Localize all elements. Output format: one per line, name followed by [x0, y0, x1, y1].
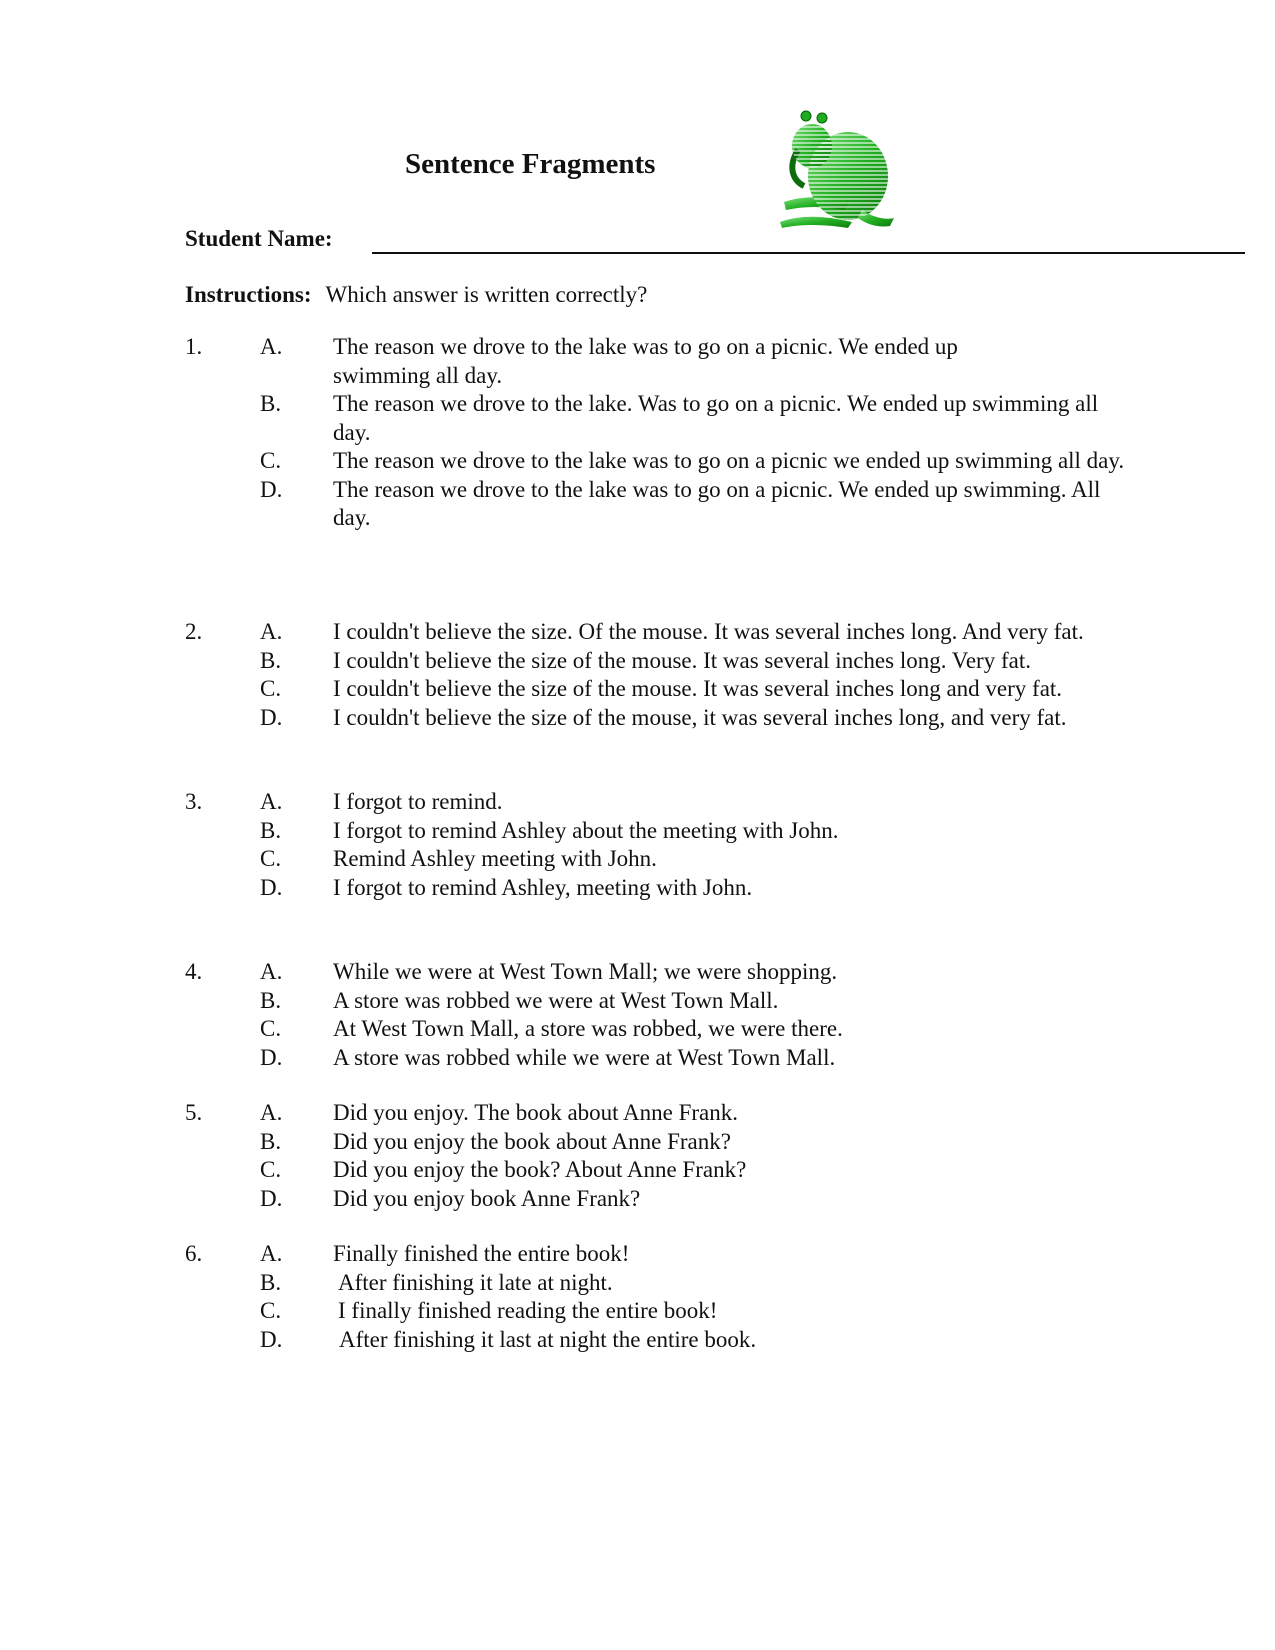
option-text: The reason we drove to the lake. Was to go on a picnic. We ended up swimming all day. [333, 391, 1099, 445]
answer-option[interactable] [260, 1326, 1185, 1355]
option-letter: D. [260, 1185, 283, 1211]
question-5 [185, 1099, 1185, 1213]
question-number: 1. [185, 334, 203, 359]
student-name-field[interactable] [372, 252, 1245, 254]
instructions-text: Which answer is written correctly? [325, 282, 648, 307]
option-letter: C. [260, 846, 282, 871]
option-letter: B. [260, 391, 282, 416]
option-letter: B. [260, 817, 282, 843]
answer-option[interactable] [260, 845, 1185, 874]
option-letter: A. [260, 619, 283, 644]
option-text: Did you enjoy the book about Anne Frank? [333, 1128, 731, 1154]
question-number: 3. [185, 789, 203, 814]
option-letter: B. [260, 647, 282, 673]
answer-option[interactable] [260, 704, 1185, 733]
answer-option[interactable] [260, 647, 1185, 676]
option-letter: D. [260, 1044, 283, 1070]
option-text: After finishing it last at night the entire book. [339, 1326, 757, 1352]
page-title: Sentence Fragments [405, 148, 656, 180]
option-text: The reason we drove to the lake was to go on a picnic we ended up swimming all day. [333, 448, 1125, 473]
option-letter: C. [260, 676, 282, 701]
question-1 [185, 333, 1185, 533]
option-text: After finishing it late at night. [338, 1269, 613, 1295]
question-2 [185, 618, 1185, 732]
answer-option[interactable] [260, 1044, 1185, 1073]
option-letter: B. [260, 987, 282, 1013]
option-text: While we were at West Town Mall; we were shopping. [333, 959, 838, 984]
option-text: I finally finished reading the entire book! [338, 1298, 718, 1323]
option-text: The reason we drove to the lake was to go on a picnic. We ended up swimming. All day. [333, 476, 1101, 530]
option-letter: C. [260, 448, 282, 473]
option-text: I couldn't believe the size of the mouse, it was several inches long, and very fat. [333, 704, 1067, 730]
option-letter: B. [260, 1269, 282, 1295]
answer-option[interactable] [260, 1240, 1185, 1269]
answer-option[interactable] [260, 476, 1185, 533]
question-number: 5. [185, 1100, 203, 1125]
option-letter: A. [260, 959, 283, 984]
answer-option[interactable] [260, 788, 1185, 817]
option-letter: C. [260, 1157, 282, 1182]
answer-option[interactable] [260, 675, 1185, 704]
answer-option[interactable] [260, 390, 1185, 447]
option-letter: D. [260, 704, 283, 730]
answer-option[interactable] [260, 1015, 1185, 1044]
question-number: 6. [185, 1241, 203, 1266]
option-text: I forgot to remind. [333, 789, 503, 814]
option-letter: A. [260, 334, 283, 359]
option-text: A store was robbed we were at West Town Mall. [333, 987, 779, 1013]
answer-option[interactable] [260, 447, 1185, 476]
option-letter: D. [260, 874, 283, 900]
option-text: Did you enjoy book Anne Frank? [333, 1185, 641, 1211]
question-4 [185, 958, 1185, 1072]
answer-option[interactable] [260, 1269, 1185, 1298]
answer-option[interactable] [260, 1128, 1185, 1157]
option-text: I couldn't believe the size. Of the mouse. It was several inches long. And very fat. [333, 619, 1084, 644]
option-letter: C. [260, 1016, 282, 1041]
option-text: I forgot to remind Ashley, meeting with John. [333, 874, 753, 900]
answer-option[interactable] [260, 333, 1180, 390]
question-6 [185, 1240, 1185, 1354]
instructions-label: Instructions: [185, 282, 312, 307]
option-text: A store was robbed while we were at West Town Mall. [333, 1044, 836, 1070]
option-text: The reason we drove to the lake was to go on a picnic. We ended up swimming all day. [333, 334, 958, 388]
answer-option[interactable] [260, 958, 1185, 987]
question-number: 4. [185, 959, 203, 984]
option-letter: D. [260, 1326, 283, 1352]
answer-option[interactable] [260, 1156, 1185, 1185]
option-text: Remind Ashley meeting with John. [333, 846, 657, 871]
frog-icon [778, 106, 896, 232]
question-3 [185, 788, 1185, 902]
option-letter: D. [260, 476, 283, 502]
answer-option[interactable] [260, 1297, 1185, 1326]
student-name-label: Student Name: [185, 226, 333, 251]
option-text: Did you enjoy. The book about Anne Frank. [333, 1100, 739, 1125]
option-letter: B. [260, 1128, 282, 1154]
option-text: Finally finished the entire book! [333, 1241, 630, 1266]
option-text: At West Town Mall, a store was robbed, we were there. [333, 1016, 843, 1041]
option-text: Did you enjoy the book? About Anne Frank? [333, 1157, 747, 1182]
answer-option[interactable] [260, 1099, 1185, 1128]
option-text: I couldn't believe the size of the mouse. It was several inches long and very fat. [333, 676, 1063, 701]
option-letter: C. [260, 1298, 282, 1323]
option-text: I couldn't believe the size of the mouse. It was several inches long. Very fat. [333, 647, 1031, 673]
option-letter: A. [260, 1241, 283, 1266]
option-text: I forgot to remind Ashley about the meeting with John. [333, 817, 839, 843]
answer-option[interactable] [260, 987, 1185, 1016]
answer-option[interactable] [260, 618, 1185, 647]
instructions [185, 282, 647, 308]
option-letter: A. [260, 1100, 283, 1125]
answer-option[interactable] [260, 817, 1185, 846]
question-number: 2. [185, 619, 203, 644]
answer-option[interactable] [260, 874, 1185, 903]
answer-option[interactable] [260, 1185, 1185, 1214]
option-letter: A. [260, 789, 283, 814]
